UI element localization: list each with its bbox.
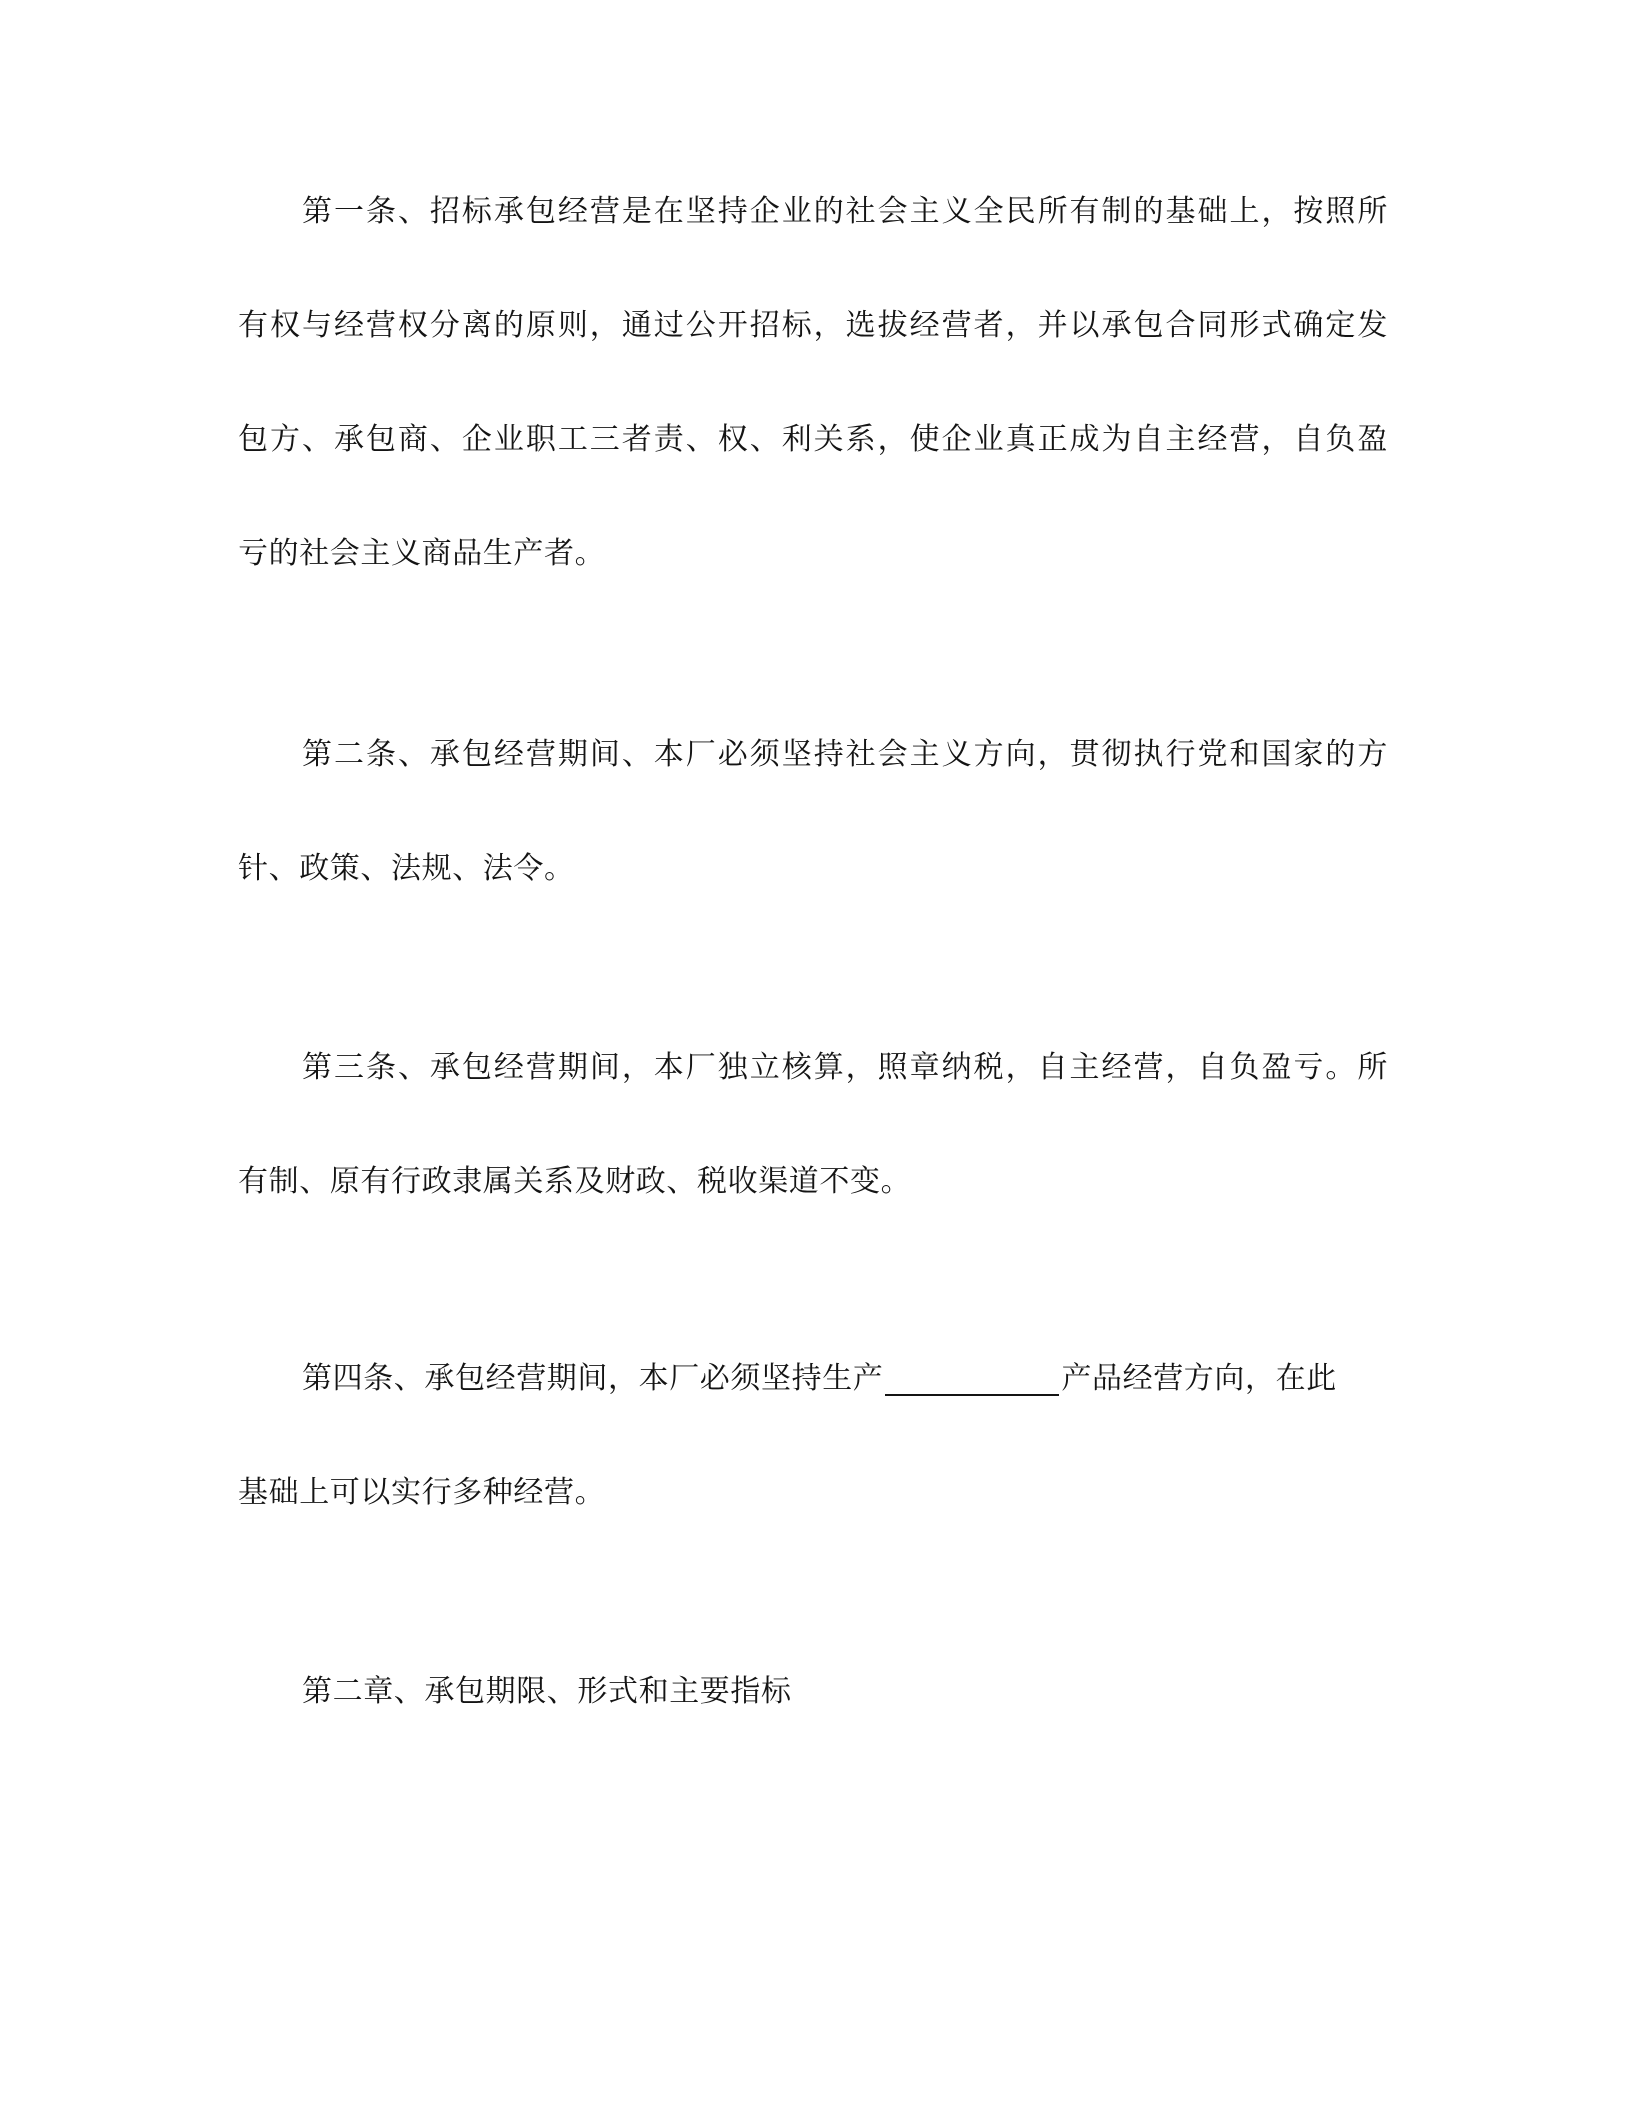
chapter-heading: 第二章、承包期限、形式和主要指标 xyxy=(302,1674,792,1709)
article-4-line-2: 基础上可以实行多种经营。 xyxy=(238,1475,606,1510)
fill-in-blank-field[interactable] xyxy=(885,1364,1059,1396)
article-3-line-1: 第三条、承包经营期间，本厂独立核算，照章纳税，自主经营，自负盈亏。所 xyxy=(302,1050,1388,1085)
article-4-line-1 xyxy=(302,1359,1382,1399)
article-1-line-1: 第一条、招标承包经营是在坚持企业的社会主义全民所有制的基础上，按照所 xyxy=(302,194,1388,229)
article-2-line-1: 第二条、承包经营期间、本厂必须坚持社会主义方向，贯彻执行党和国家的方 xyxy=(302,737,1388,772)
article-4-text-after-blank: 产品经营方向，在此 xyxy=(1061,1361,1337,1396)
article-1-line-4: 亏的社会主义商品生产者。 xyxy=(238,536,606,571)
article-4-text-before-blank: 第四条、承包经营期间，本厂必须坚持生产 xyxy=(302,1361,884,1396)
article-2-line-2: 针、政策、法规、法令。 xyxy=(238,851,575,886)
article-1-line-2: 有权与经营权分离的原则，通过公开招标，选拔经营者，并以承包合同形式确定发 xyxy=(238,308,1388,343)
article-3-line-2: 有制、原有行政隶属关系及财政、税收渠道不变。 xyxy=(238,1164,912,1199)
article-1-line-3: 包方、承包商、企业职工三者责、权、利关系，使企业真正成为自主经营，自负盈 xyxy=(238,422,1388,457)
